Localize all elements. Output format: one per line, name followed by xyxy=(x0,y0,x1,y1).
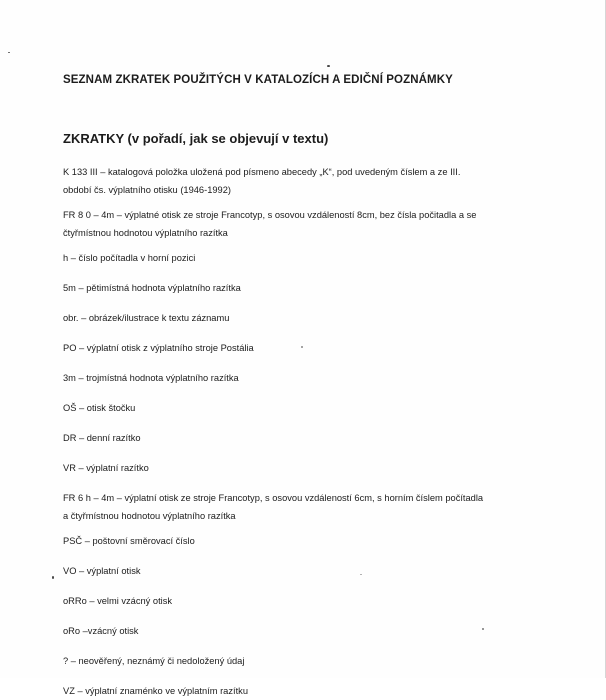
abbreviation-entry xyxy=(63,206,563,242)
entry-line: oRo –vzácný otisk xyxy=(63,626,139,636)
abbreviation-entry xyxy=(63,592,563,610)
entry-line: FR 6 h – 4m – výplatní otisk ze stroje Francotyp, s osovou vzdáleností 6cm, s horním číslem počítadla xyxy=(63,493,484,503)
scan-speck xyxy=(8,52,10,53)
abbreviation-entry xyxy=(63,369,563,387)
abbreviation-list xyxy=(63,163,563,700)
entry-line: 5m – pětimístná hodnota výplatního razítka xyxy=(63,283,241,293)
abbreviation-entry xyxy=(63,399,563,417)
scan-speck xyxy=(360,574,362,575)
abbreviation-entry xyxy=(63,429,563,447)
abbreviation-entry xyxy=(63,532,563,550)
entry-line: K 133 III – katalogová položka uložená pod písmeno abecedy „K“, pod uvedeným číslem a ze III. xyxy=(63,167,461,177)
document-title: SEZNAM ZKRATEK POUŽITÝCH V KATALOZÍCH A EDIČNÍ POZNÁMKY xyxy=(63,74,453,86)
abbreviation-entry xyxy=(63,163,563,199)
abbreviation-entry xyxy=(63,279,563,297)
entry-line: 3m – trojmístná hodnota výplatního razítka xyxy=(63,373,239,383)
section-heading: ZKRATKY (v pořadí, jak se objevují v textu) xyxy=(63,131,329,146)
abbreviation-entry xyxy=(63,682,563,700)
abbreviation-entry xyxy=(63,309,563,327)
entry-line: oRRo – velmi vzácný otisk xyxy=(63,596,173,606)
entry-line: čtyřmístnou hodnotou výplatního razítka xyxy=(63,228,228,238)
entry-line: PO – výplatní otisk z výplatního stroje Postália xyxy=(63,343,254,353)
entry-line: ? – neověřený, neznámý či nedoložený údaj xyxy=(63,656,245,666)
entry-line: období čs. výplatního otisku (1946-1992) xyxy=(63,185,231,195)
scan-speck xyxy=(327,65,330,67)
abbreviation-entry xyxy=(63,652,563,670)
entry-line: FR 8 0 – 4m – výplatné otisk ze stroje Francotyp, s osovou vzdáleností 8cm, bez čísla počitadla a se xyxy=(63,210,477,220)
entry-line: DR – denní razítko xyxy=(63,433,141,443)
entry-line: obr. – obrázek/ilustrace k textu záznamu xyxy=(63,313,230,323)
entry-line: PSČ – poštovní směrovací číslo xyxy=(63,536,195,546)
abbreviation-entry xyxy=(63,622,563,640)
abbreviation-entry xyxy=(63,339,563,357)
entry-line: VO – výplatní otisk xyxy=(63,566,141,576)
abbreviation-entry xyxy=(63,459,563,477)
entry-line: h – číslo počítadla v horní pozici xyxy=(63,253,196,263)
entry-line: VZ – výplatní znaménko ve výplatním razítku xyxy=(63,686,248,696)
abbreviation-entry xyxy=(63,562,563,580)
scan-speck xyxy=(482,628,484,630)
entry-line: a čtyřmístnou hodnotou výplatního razítka xyxy=(63,511,236,521)
abbreviation-entry xyxy=(63,489,563,525)
entry-line: OŠ – otisk štočku xyxy=(63,403,136,413)
entry-line: VR – výplatní razítko xyxy=(63,463,149,473)
scan-speck xyxy=(52,576,54,579)
abbreviation-entry xyxy=(63,249,563,267)
scan-speck xyxy=(301,346,303,348)
